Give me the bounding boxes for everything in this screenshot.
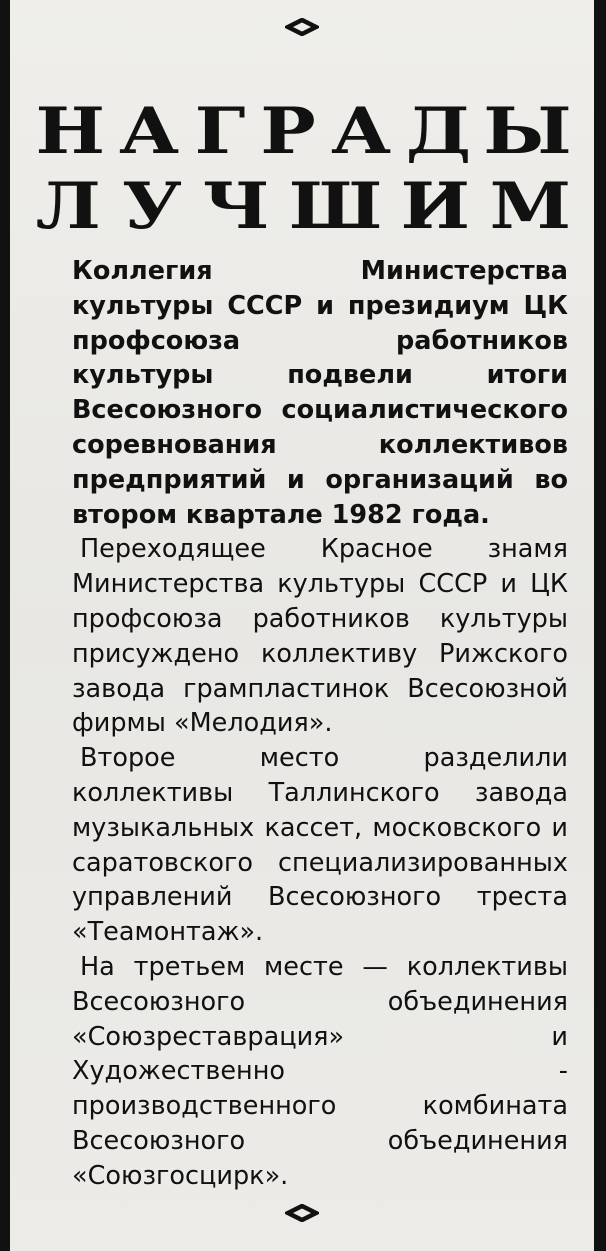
headline-letter: Ы — [483, 94, 572, 169]
headline-line-1 — [35, 94, 572, 169]
headline-line-2 — [35, 169, 572, 244]
headline-letter: Ш — [288, 169, 383, 244]
headline-letter: Ч — [202, 169, 270, 244]
article-paragraph: Второе место разделили коллективы Таллинского завода музыкальных кассет, московского и саратовского специализированных управлений Всесоюзного треста «Теамонтаж». — [72, 743, 568, 948]
headline-letter: Д — [405, 94, 471, 169]
article-body — [72, 254, 568, 1194]
diamond-ornament-icon — [285, 18, 319, 36]
article-paragraph: Переходящее Красное знамя Министерства культуры СССР и ЦК профсоюза работников культуры присуждено коллективу Рижского завода грампластинок Всесоюзной фирмы «Мелодия». — [72, 534, 568, 739]
bottom-ornament — [10, 1204, 594, 1226]
diamond-ornament-icon — [285, 1204, 319, 1222]
headline-letter: И — [400, 169, 471, 244]
headline-letter: М — [489, 169, 572, 244]
headline-letter: Г — [194, 94, 246, 169]
headline-letter: Н — [35, 94, 106, 169]
headline-letter: Р — [260, 94, 317, 169]
headline-letter: А — [331, 94, 392, 169]
headline-letter: А — [119, 94, 180, 169]
article-paragraph: На третьем месте — коллективы Всесоюзного объединения «Союзреставрация» и Художественно - производственного комбината Всесоюзного объединения «Союзгосцирк». — [72, 951, 568, 1191]
headline-letter: У — [122, 169, 182, 244]
headline-letter: Л — [35, 169, 101, 244]
article-paragraph-lead: Коллегия Министерства культуры СССР и президиум ЦК профсоюза работников культуры подвели итоги Всесоюзного социалистического соревнования коллективов предприятий и организаций во втором квартале 1982 года. — [72, 256, 568, 530]
top-ornament — [10, 18, 594, 40]
